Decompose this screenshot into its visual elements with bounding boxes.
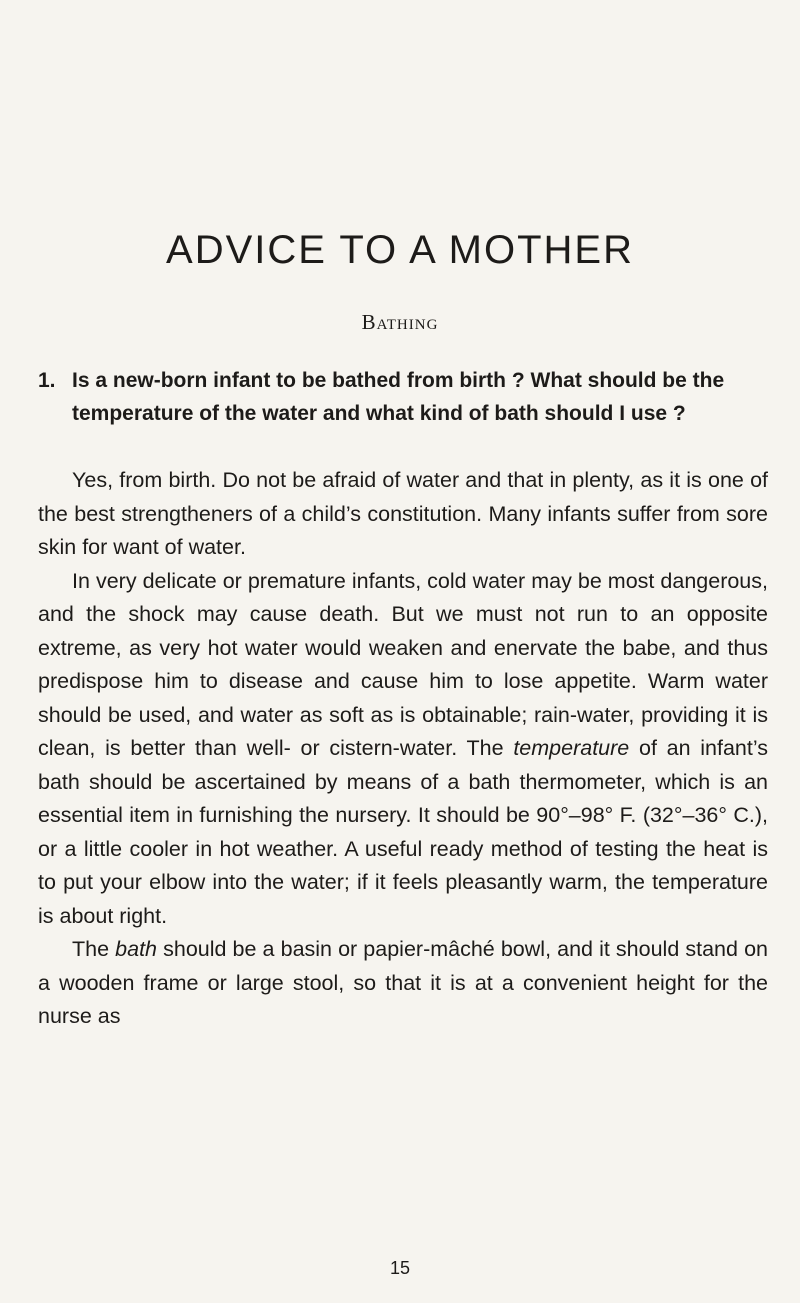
- paragraph-3-text-a: The: [72, 937, 110, 961]
- paragraph-2: [38, 565, 768, 934]
- question-text: Is a new-born infant to be bathed from birth ? What should be the temperature of the water and what kind of bath should I use ?: [72, 369, 725, 425]
- question-block: [38, 364, 768, 430]
- paragraph-3-text-b: should be a basin or papier-mâché bowl, and it should stand on a wooden frame or large stool, so that it is at a convenient height for the nurse as: [38, 937, 768, 1028]
- section-heading: Bathing: [361, 310, 439, 334]
- question-number: 1.: [38, 369, 56, 392]
- answer-text: [38, 464, 768, 1034]
- emphasis-bath: bath: [115, 937, 158, 961]
- page-title: ADVICE TO A MOTHER: [166, 228, 634, 272]
- paragraph-1: Yes, from birth. Do not be afraid of water and that in plenty, as it is one of the best strengtheners of a child’s constitution. Many infants suffer from sore skin for want of water.: [38, 468, 768, 559]
- page-number: 15: [389, 1258, 411, 1278]
- paragraph-3: [38, 933, 768, 1034]
- emphasis-temperature: temperature: [513, 736, 630, 760]
- paragraph-2-text-a: In very delicate or premature infants, cold water may be most dangerous, and the shock may cause death. But we must not run to an opposite extreme, as very hot water would weaken and enervate the babe, and thus predispose him to disease and cause him to lose appetite. Warm water should be used, and water as soft as is obtainable; rain-water, providing it is clean, is better than well- or cistern-water. The: [38, 568, 768, 760]
- paragraph-2-text-b: of an infant’s bath should be ascertained by means of a bath thermometer, which is an essential item in furnishing the nursery. It should be 90°–98° F. (32°–36° C.), or a little cooler in hot weather. A useful ready method of testing the heat is to put your elbow into the water; if it feels pleasantly warm, the temperature is about right.: [38, 736, 769, 928]
